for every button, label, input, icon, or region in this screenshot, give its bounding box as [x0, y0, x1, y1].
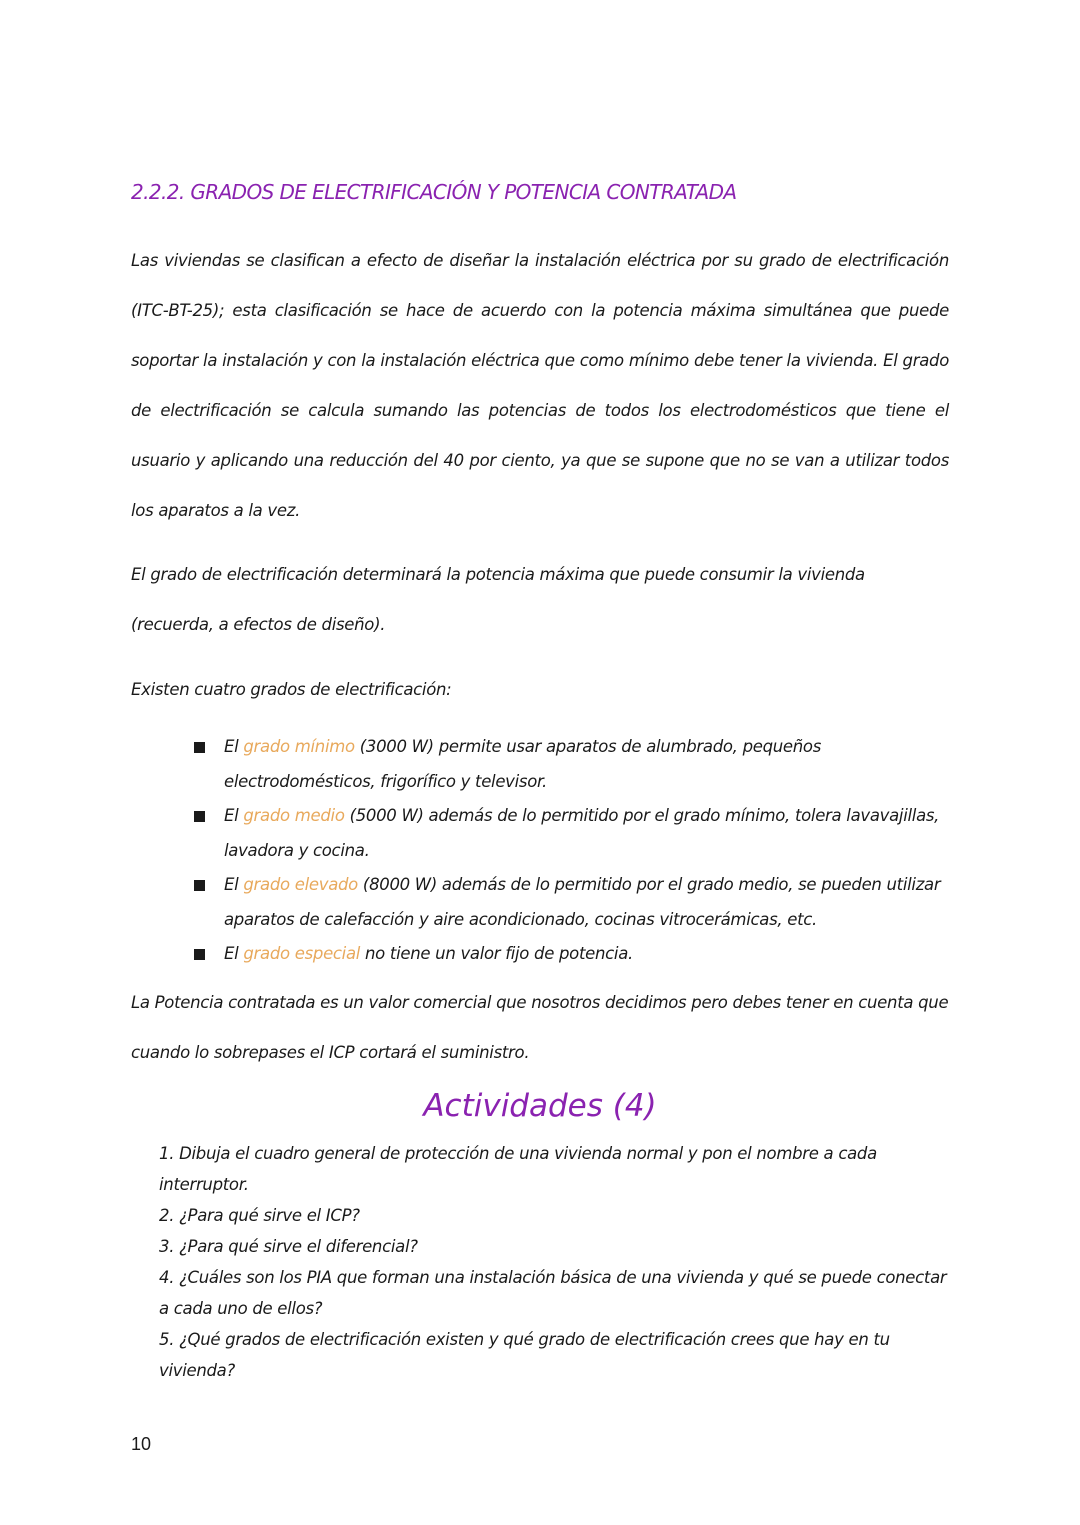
grade-description: (8000 W) además de lo permitido por el grado medio, se pueden utilizar aparatos de calefacción y aire acondicionado, cocinas vitrocerámicas, etc. [224, 875, 941, 929]
design-paragraph: El grado de electrificación determinará la potencia máxima que puede consumir la vivienda (recuerda, a efectos de diseño). [131, 565, 865, 634]
grade-prefix: El [224, 944, 244, 963]
activity-item-5: 5. ¿Qué grados de electrificación existen y qué grado de electrificación crees que hay en tu vivienda? [159, 1330, 890, 1380]
section-heading: 2.2.2. GRADOS DE ELECTRIFICACIÓN Y POTENCIA CONTRATADA [131, 180, 737, 204]
activities-list [159, 1138, 949, 1386]
grade-prefix: El [224, 875, 244, 894]
grade-description: (5000 W) además de lo permitido por el grado mínimo, tolera lavavajillas, lavadora y cocina. [224, 806, 940, 860]
grade-prefix: El [224, 737, 244, 756]
grade-prefix: El [224, 806, 244, 825]
grade-name: grado elevado [243, 875, 358, 894]
intro-paragraph: Las viviendas se clasifican a efecto de diseñar la instalación eléctrica por su grado de electrificación (ITC-BT-25); esta clasificación se hace de acuerdo con la potencia máxima simultánea que puede soportar la instalación y con la instalación eléctrica que como mínimo debe tener la vivienda. El grado de electrificación se calcula sumando las potencias de todos los electrodomésticos que tiene el usuario y aplicando una reducción del 40 por ciento, ya que se supone que no se van a utilizar todos los aparatos a la vez. [131, 251, 949, 520]
grade-item-minimo [188, 730, 948, 799]
activities-title: Actividades (4) [423, 1088, 657, 1124]
grade-item-elevado [188, 868, 948, 937]
bullet-square-icon [194, 742, 205, 753]
activity-item-2: 2. ¿Para qué sirve el ICP? [159, 1206, 360, 1225]
page-number: 10 [131, 1434, 152, 1454]
grade-item-medio [188, 799, 948, 868]
grade-item-especial [188, 937, 948, 972]
grade-description: (3000 W) permite usar aparatos de alumbrado, pequeños electrodomésticos, frigorífico y televisor. [224, 737, 822, 791]
bullet-square-icon [194, 880, 205, 891]
grade-description: no tiene un valor fijo de potencia. [360, 944, 633, 963]
grades-list [188, 730, 948, 972]
grade-name: grado especial [243, 944, 361, 963]
grade-name: grado medio [243, 806, 345, 825]
activity-item-3: 3. ¿Para qué sirve el diferencial? [159, 1237, 418, 1256]
activity-item-1: 1. Dibuja el cuadro general de protección de una vivienda normal y pon el nombre a cada interruptor. [159, 1144, 877, 1194]
grade-name: grado mínimo [243, 737, 355, 756]
bullet-square-icon [194, 949, 205, 960]
contracted-power-paragraph: La Potencia contratada es un valor comercial que nosotros decidimos pero debes tener en cuenta que cuando lo sobrepases el ICP cortará el suministro. [131, 993, 949, 1062]
bullet-square-icon [194, 811, 205, 822]
grades-intro: Existen cuatro grados de electrificación: [131, 680, 452, 699]
activity-item-4: 4. ¿Cuáles son los PIA que forman una instalación básica de una vivienda y qué se puede conectar a cada uno de ellos? [159, 1268, 947, 1318]
